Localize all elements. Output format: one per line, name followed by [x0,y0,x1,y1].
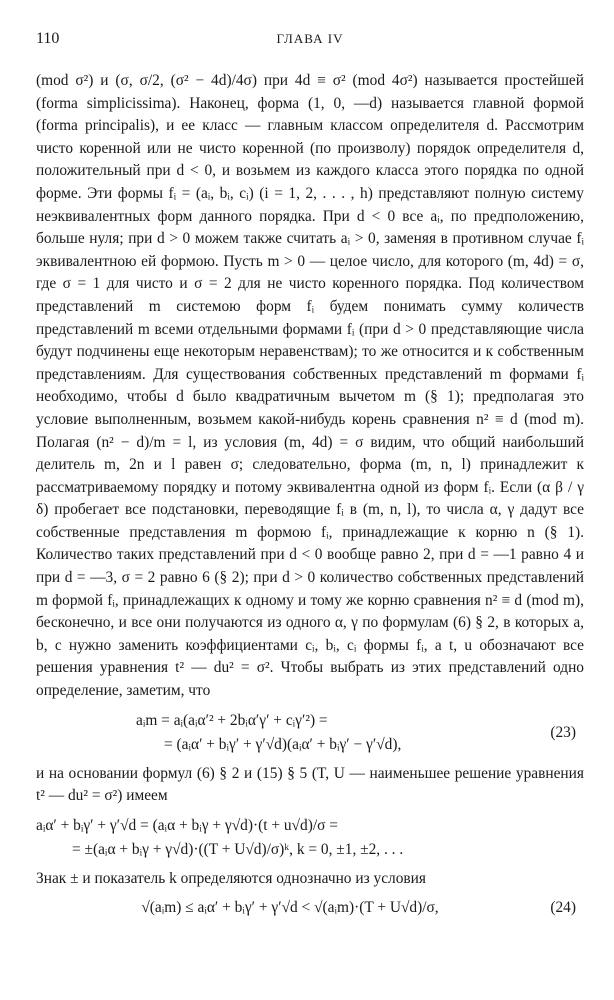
equation-24-line-1: √(aᵢm) ≤ aᵢα′ + bᵢγ′ + γ′√d < √(aᵢm)·(T + U√d)/σ, [141,899,439,917]
chapter-heading: ГЛАВА IV [276,31,344,46]
paragraph-1: (mod σ²) и (σ, σ/2, (σ² − 4d)/4σ) при 4d ≡ σ² (mod 4σ²) называется простейшей (forma simplicissima). Наконец, форма (1, 0, —d) называется главной формой (forma principalis), и ее класс — главным классом определителя d. Рассмотрим чисто коренной или не чисто коренной (по произволу) порядок определителя d, положительный при d < 0, и возьмем из каждого класса этого порядка по одной форме. Эти формы fᵢ = (aᵢ, bᵢ, cᵢ) (i = 1, 2, . . . , h) представляют полную систему неэквивалентных форм данного порядка. При d < 0 все aᵢ, по предположению, больше нуля; при d > 0 можем также считать aᵢ > 0, заменяя в противном случае fᵢ эквивалентною ей формою. Пусть m > 0 — целое число, для которого (m, 4d) = σ, где σ = 1 для чисто и σ = 2 для не чисто коренного порядка. Под количеством представлений m системою форм fᵢ будем понимать сумму количеств представлений m всеми отдельными формами fᵢ (при d > 0 представляющие числа будут подчинены еще некоторым неравенствам); то же относится и к собственным представлениям. Для существования собственных представлений m формами fᵢ необходимо, чтобы d было квадратичным вычетом m (§ 1); предполагая это условие выполненным, возьмем какой-нибудь корень сравнения n² ≡ d (mod m). Полагая (n² − d)/m = l, из условия (m, 4d) = σ видим, что общий наибольший делитель m, 2n и l равен σ; следовательно, форма (m, n, l) принадлежит к рассматриваемому порядку и потому эквивалентна одной из форм fᵢ. Если (α β / γ δ) пробегает все подстановки, переводящие fᵢ в (m, n, l), то числа α, γ дадут все собственные представления m формою fᵢ, принадлежащие к корню n (§ 1). Количество таких представлений при d < 0 вообще равно 2, при d = —1 равно 4 и при d = —3, σ = 2 равно 6 (§ 2); при d > 0 количество собственных представлений m формой fᵢ, принадлежащих к одному и тому же корню сравнения n² ≡ d (mod m), бесконечно, и все они получаются из одного α, γ по формулам (6) § 2, в которых a, b, c нужно заменить коэффициентами cᵢ, bᵢ, cᵢ формы fᵢ, а t, u обозначают все решения уравнения t² — du² = σ². Чтобы выбрать из этих представлений одно определение, заметим, что [36,72,584,700]
page [36,30,584,926]
equation-unnumbered-line-1: aᵢα′ + bᵢγ′ + γ′√d = (aᵢα + bᵢγ + γ√d)·(t + u√d)/σ = [36,816,338,834]
page-header [36,30,584,56]
equation-number-24: (24) [550,899,576,917]
equation-number-23: (23) [550,723,576,741]
equation-23-line-1: aᵢm = aᵢ(aᵢα′² + 2bᵢα′γ′ + cᵢγ′²) = [136,711,328,729]
equation-23 [36,709,584,757]
body-text [36,70,584,920]
equation-24 [36,896,584,920]
equation-unnumbered-line-2: = ±(aᵢα + bᵢγ + γ√d)·((T + U√d)/σ)ᵏ, k = 0, ±1, ±2, . . . [72,840,404,858]
equation-unnumbered [36,814,584,862]
page-number: 110 [36,30,60,47]
paragraph-2: и на основании формул (6) § 2 и (15) § 5 (T, U — наименьшее решение уравнения t² — du² = σ²) имеем [36,764,584,805]
paragraph-3: Знак ± и показатель k определяются однозначно из условия [36,869,427,887]
equation-23-line-2: = (aᵢα′ + bᵢγ′ + γ′√d)(aᵢα′ + bᵢγ′ − γ′√d), [164,735,402,753]
